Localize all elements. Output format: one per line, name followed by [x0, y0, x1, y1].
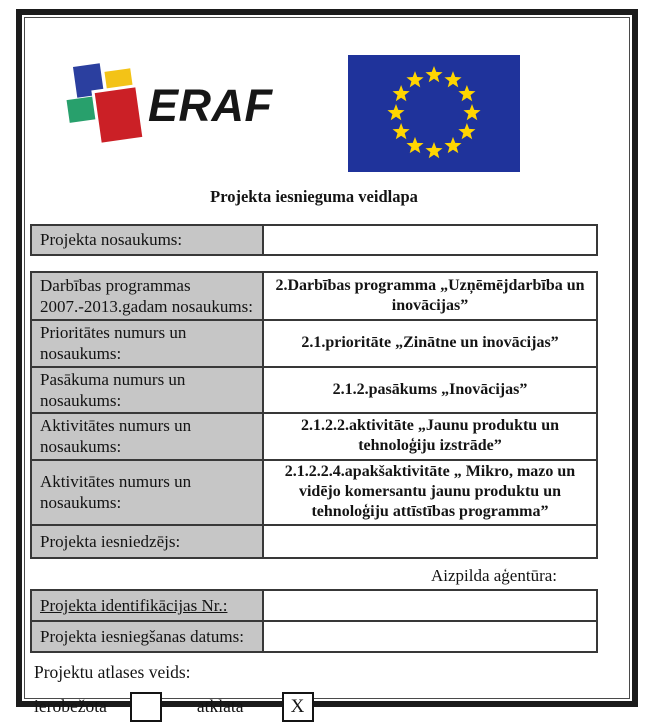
applicant-input-cell[interactable]: [263, 525, 597, 558]
priority-label: Prioritātes numurs un nosaukums:: [31, 320, 263, 367]
eraf-red-square-icon: [95, 87, 143, 142]
table-row: [31, 621, 597, 652]
programme-label: Darbības programmas 2007.-2013.gadam nosaukums:: [31, 272, 263, 320]
project-id-label: Projekta identifikācijas Nr.:: [31, 590, 263, 621]
table-row: [31, 320, 597, 367]
subactivity-value: 2.1.2.2.4.apakšaktivitāte „ Mikro, mazo un vidējo komersantu jaunu produktu un tehnoloģiju attīstības programma”: [263, 460, 597, 525]
selection-type-label: Projektu atlases veids:: [34, 661, 191, 682]
project-id-input-cell[interactable]: [263, 590, 597, 621]
table-row: [31, 590, 597, 621]
submission-date-label: Projekta iesniegšanas datums:: [31, 621, 263, 652]
programme-value: 2.Darbības programma „Uzņēmējdarbība un inovācijas”: [263, 272, 597, 320]
form-title: Projekta iesnieguma veidlapa: [210, 187, 418, 206]
table-row: [31, 460, 597, 525]
header-logos-row: [30, 55, 598, 173]
option-atklata-label: atklāta: [196, 696, 244, 717]
document-page: [16, 9, 638, 717]
checkbox-atklata[interactable]: X: [282, 692, 314, 722]
selection-options-row: [34, 692, 598, 722]
project-name-table: [30, 224, 598, 256]
subactivity-label: Aktivitātes numurs un nosaukums:: [31, 460, 263, 525]
eraf-green-square-icon: [67, 96, 99, 123]
table-row: [31, 525, 597, 558]
eraf-logo: [66, 59, 273, 151]
option-ierobezota-label: ierobežota: [34, 696, 107, 717]
project-name-label: Projekta nosaukums:: [31, 225, 263, 255]
activity-label: Aktivitātes numurs un nosaukums:: [31, 413, 263, 460]
checkbox-ierobezota[interactable]: [130, 692, 162, 722]
table-row: [31, 413, 597, 460]
table-row: [31, 367, 597, 414]
table-row: [31, 272, 597, 320]
agency-table: [30, 589, 598, 653]
eraf-logo-squares-icon: [66, 59, 146, 151]
selection-type-section: [34, 662, 598, 722]
activity-value: 2.1.2.2.aktivitāte „Jaunu produktu un tehnoloģiju izstrāde”: [263, 413, 597, 460]
programme-info-table: [30, 271, 598, 559]
priority-value: 2.1.prioritāte „Zinātne un inovācijas”: [263, 320, 597, 367]
submission-date-input-cell[interactable]: [263, 621, 597, 652]
applicant-label: Projekta iesniedzējs:: [31, 525, 263, 558]
eraf-logo-text: ERAF: [148, 79, 273, 131]
eu-flag-image: [348, 55, 520, 172]
measure-label: Pasākuma numurs un nosaukums:: [31, 367, 263, 414]
project-name-input-cell[interactable]: [263, 225, 597, 255]
page-inner-border: [24, 17, 630, 717]
table-row: [31, 225, 597, 255]
measure-value: 2.1.2.pasākums „Inovācijas”: [263, 367, 597, 414]
agency-note: Aizpilda aģentūra:: [430, 565, 557, 585]
